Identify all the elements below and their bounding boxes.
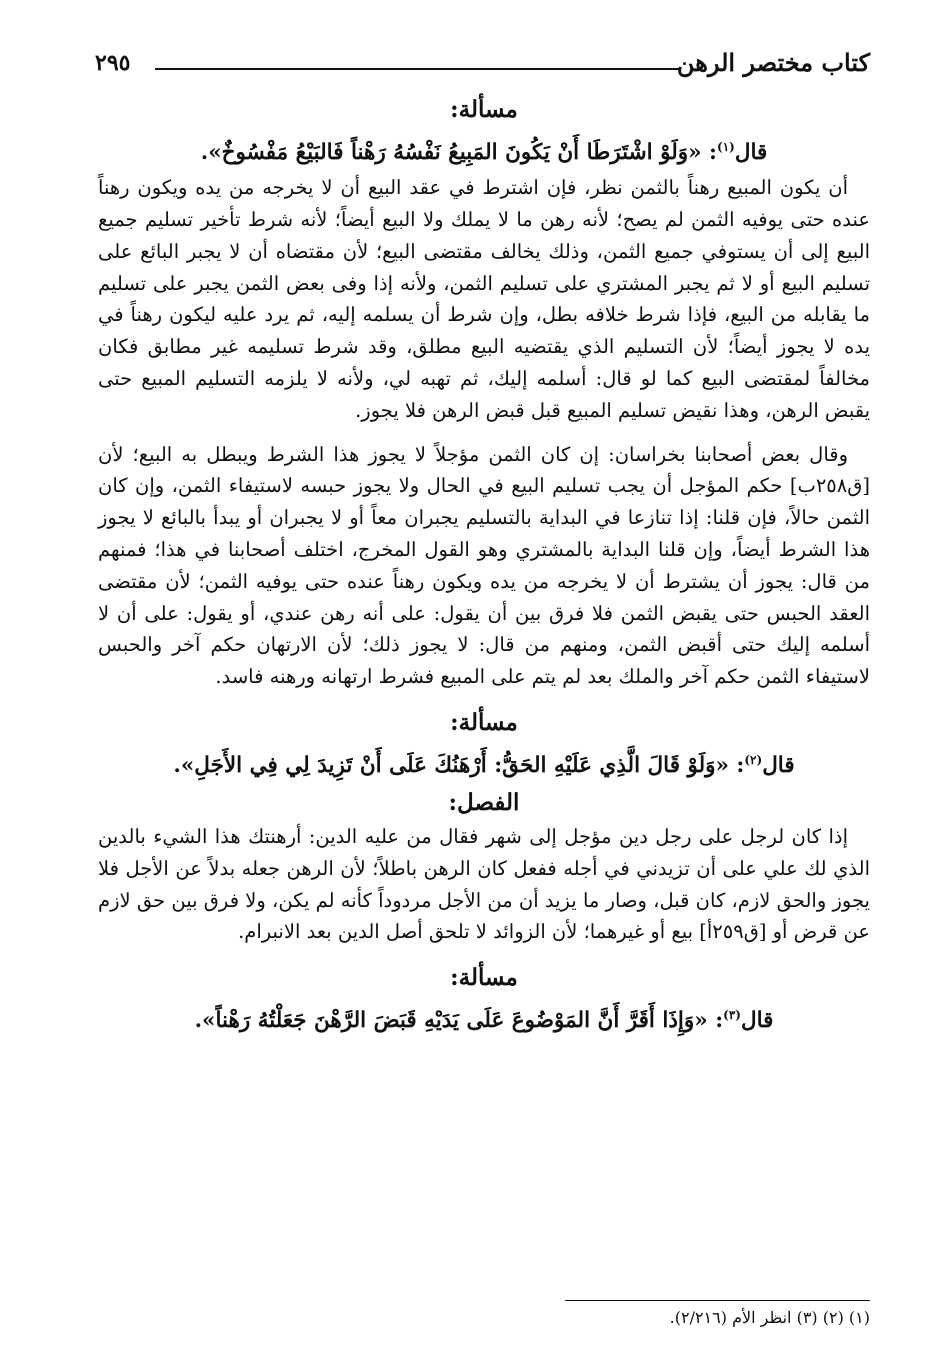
quote-body: : «وَلَوْ قَالَ الَّذِي عَلَيْهِ الحَقُّ: أَرْهَنُكَ عَلَى أَنْ تَزِيدَ لِي فِي الأَجَلِ». [173,753,745,779]
quote-prefix: قال [734,140,768,166]
paragraph: وقال بعض أصحابنا بخراسان: إن كان الثمن مؤجلاً لا يجوز هذا الشرط ويبطل به البيع؛ لأن [ق٢٥٨ب] حكم المؤجل أن يجب تسليم البيع في الحال ولا يجوز حبسه لاستيفاء الثمن، وإن كان الثمن حالاً، فإن قلنا: إذا تنازعا في البداية بالتسليم يجبران معاً أو لا يجبران أو يبدأ بالبائع لا يجوز هذا الشرط أيضاً، وإن قلنا البداية بالمشتري وهو القول المخرج، اختلف أصحابنا في هذا؛ فمنهم من قال: يجوز أن يشترط أن لا يخرجه من يده ويكون رهناً عنده حتى يوفيه الثمن؛ لأن مقتضى العقد الحبس حتى يقبض الثمن فلا فرق بين أن يقول: على أنه رهن عندي، أو يقول: على أن لا أسلمه إليك حتى أقبض الثمن، ومنهم من قال: لا يجوز ذلك؛ لأن الارتهان حكم آخر والحبس لاستيفاء الثمن حكم آخر والملك بعد لم يتم على المبيع فشرط ارتهانه ورهنه فاسد. [98,442,870,689]
paragraph: إذا كان لرجل على رجل دين مؤجل إلى شهر فقال من عليه الدين: أرهنتك هذا الشيء بالدين الذي لك علي على أن تزيدني في أجله ففعل كان الرهن باطلاً؛ لأن الرهن جعله بدلاً عن الأجل فلا يجوز والحق لازم، كان قبل، وصار ما يزيد أن من الأجل مردوداً كأنه لم يكن، ولا فرق بين حق لازم عن قرض أو [ق٢٥٩أ] بيع أو غيرهما؛ لأن الزوائد لا تلحق أصل الدين بعد الانبرام. [98,825,870,944]
quote-prefix: قال [740,1008,774,1034]
quote-body: : «وَلَوْ اشْتَرَطَا أَنْ يَكُونَ المَبِيعُ نَفْسُهُ رَهْناً فَالبَيْعُ مَفْسُوخٌ». [200,140,717,166]
quoted-text [98,128,870,172]
page-number: ٢٩٥ [95,50,131,76]
footnote: (١) (٢) (٣) انظر الأم (٢/٢١٦). [669,1308,870,1327]
page-body [98,92,870,1040]
section-heading: مسألة: [450,964,518,992]
quoted-text [98,996,870,1040]
footnote-ref: (٣) [723,1008,741,1023]
section-heading: مسألة: [450,96,518,123]
paragraph: أن يكون المبيع رهناً بالثمن نظر، فإن اشترط في عقد البيع أن لا يخرجه من يده ويكون رهناً عنده حتى يوفيه الثمن لم يصح؛ لأنه رهن ما لا يملك ولا البيع أيضاً؛ لأنه شرط تأخير تسليم جميع البيع إلى أن يستوفي جميع الثمن، وذلك يخالف مقتضى البيع؛ لأن مقتضاه أن لا يجبر البائع على تسليم البيع أو لا ثم يجبر المشتري على تسليم الثمن، ولأنه إذا وفى بعض الثمن يجبر على تسليم ما يقابله من البيع، فإذا شرط خلافه بطل، وإن شرط أن يسلمه إليه، ثم يرد عليه ليكون رهناً في يده لا يجوز أيضاً؛ لأن التسليم الذي يقتضيه البيع مطلق، وقد شرط تسليمه غير مطابق فكان مخالفاً لمقتضى البيع كما لو قال: أسلمه إليك، ثم تهبه لي، ولأنه لا يلزمه التسليم المبيع حتى يقبض الرهن، وهذا نقيض تسليم المبيع قبل قبض الرهن فلا يجوز. [98,176,870,422]
section-heading: مسألة: [450,708,518,736]
footnote-rule [565,1300,870,1301]
quoted-text [98,741,870,785]
quote-prefix: قال [762,753,795,779]
running-title: كتاب مختصر الرهن [676,48,870,77]
page-header [95,48,870,88]
header-rule [155,68,680,70]
footnote-ref: (١) [717,140,735,154]
footnote-ref: (٢) [744,752,763,767]
subsection-heading: الفصل: [448,789,520,817]
quote-body: : «وَإِذَا أَقَرَّ أَنَّ المَوْضُوعَ عَلَى يَدَيْهِ قَبَضَ الرَّهْنَ جَعَلْتُهُ رَهْناً». [194,1008,724,1034]
